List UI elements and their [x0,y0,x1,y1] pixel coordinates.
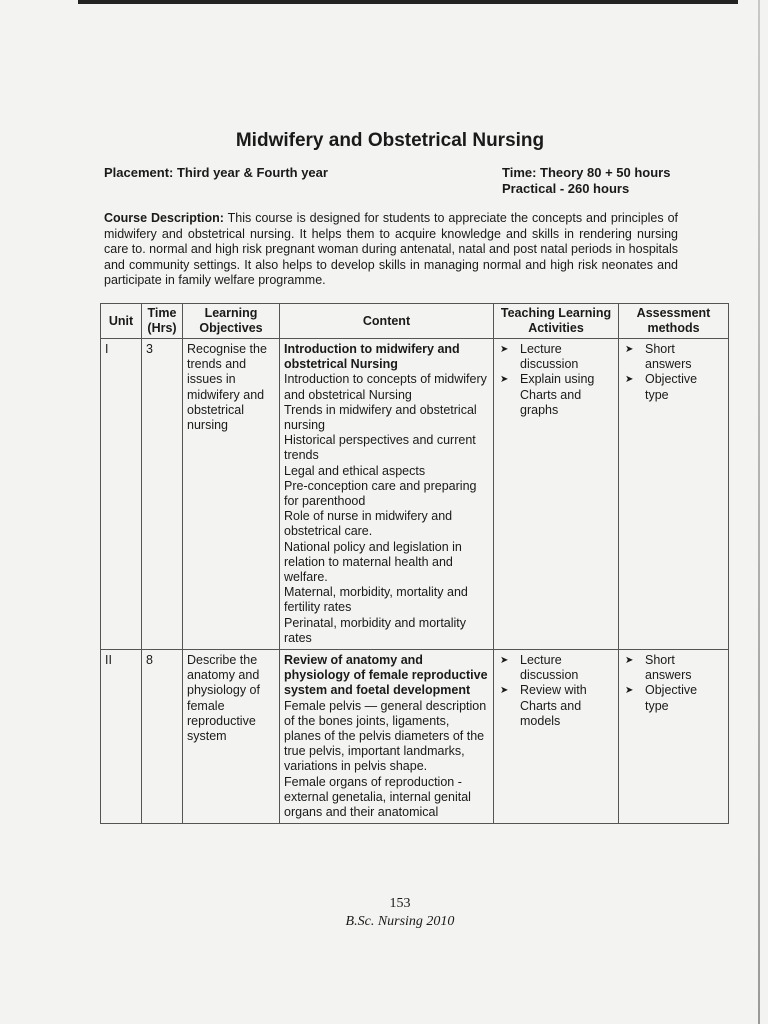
header-time: Time (Hrs) [142,304,183,339]
content-line: Historical perspectives and current trends [284,433,476,463]
content-heading: Introduction to midwifery and obstetrical Nursing [284,342,460,372]
content-line: Role of nurse in midwifery and obstetrical care. [284,509,453,539]
content-cell [280,650,494,824]
content-line: National policy and legislation in relation to maternal health and welfare. [284,539,462,585]
header-objectives: Learning Objectives [183,304,280,339]
time-cell: 8 [142,650,183,824]
header-activities: Teaching Learning Activities [494,304,619,339]
header-content: Content [280,304,494,339]
content-line: Introduction to concepts of midwifery and obstetrical Nursing [284,372,487,402]
objectives-cell: Recognise the trends and issues in midwifery and obstetrical nursing [183,339,280,650]
book-title: B.Sc. Nursing 2010 [345,914,455,929]
course-description-text: This course is designed for students to appreciate the concepts and principles of midwifery and obstetrical nursing. It helps them to acquire knowledge and skills in rendering nursing care to. normal and high risk pregnant woman during antenatal, natal and post natal periods in hospitals and community settings. It also helps to develop skills in managing normal and high risk neonates and participate in family welfare programme. [104,211,678,287]
assessment-item: ➤ Objective type [623,372,724,402]
content-line: Maternal, morbidity, mortality and fertility rates [284,585,468,615]
activity-item: ➤ Explain using Charts and graphs [498,372,614,418]
assessment-cell [619,339,729,650]
unit-cell: I [101,339,142,650]
activities-cell [494,650,619,824]
course-description-label: Course Description: [104,211,224,225]
assessment-cell [619,650,729,824]
page-right-edge [758,0,760,1024]
course-description [104,211,678,289]
content-line: Trends in midwifery and obstetrical nursing [284,402,477,433]
page-top-edge [78,0,738,4]
time-allocation [502,165,670,197]
content-cell [280,339,494,650]
table-row [101,339,729,650]
content-line: Perinatal, morbidity and mortality rates [284,615,467,645]
assessment-item: ➤ Short answers [623,653,724,683]
syllabus-table [100,303,729,824]
content-line: Female organs of reproduction - external genetalia, internal genital organs and their anatomical [284,774,471,820]
time-theory: Time: Theory 80 + 50 hours [502,165,671,180]
table-header-row [101,304,729,339]
activities-cell [494,339,619,650]
content-line: Pre-conception care and preparing for parenthood [284,478,477,509]
assessment-item: ➤ Short answers [623,342,724,372]
time-practical: Practical - 260 hours [502,181,630,196]
header-assessment: Assessment methods [619,304,729,339]
placement-text: Placement: Third year & Fourth year [104,165,328,180]
page-title: Midwifery and Obstetrical Nursing [235,130,545,151]
activity-item: ➤ Lecture discussion [498,653,614,683]
content-line: Legal and ethical aspects [284,463,426,478]
unit-cell: II [101,650,142,824]
table-row [101,650,729,824]
assessment-item: ➤ Objective type [623,683,724,713]
time-cell: 3 [142,339,183,650]
header-unit: Unit [101,304,142,339]
objectives-cell: Describe the anatomy and physiology of female reproductive system [183,650,280,824]
activity-item: ➤ Review with Charts and models [498,683,614,729]
activity-item: ➤ Lecture discussion [498,342,614,372]
content-heading: Review of anatomy and physiology of female reproductive system and foetal development [284,653,488,698]
content-line: Female pelvis — general description of the bones joints, ligaments, planes of the pelvis diameters of the true pelvis, important landmarks, variations in pelvis shape. [284,698,487,774]
page-number: 153 [389,896,411,911]
